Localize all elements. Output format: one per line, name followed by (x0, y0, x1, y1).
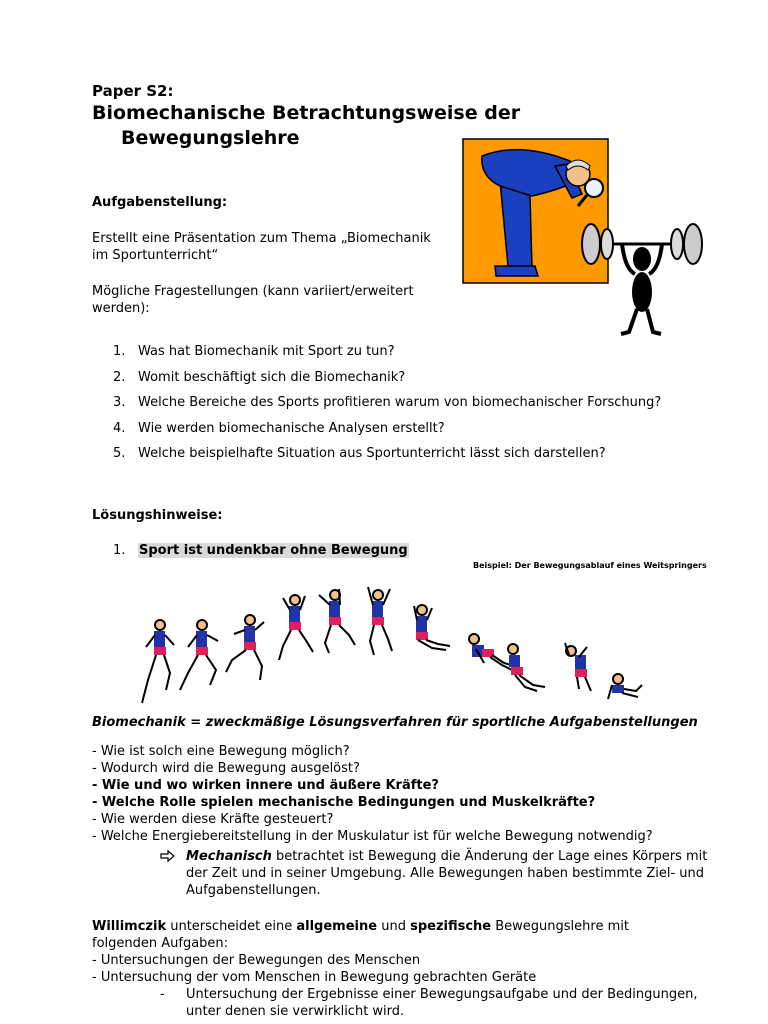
jumper-figure (414, 605, 450, 650)
page-title-line2: Bewegungslehre (121, 127, 300, 149)
questions-intro-line1: Mögliche Fragestellungen (kann variiert/erweitert (92, 284, 414, 299)
list-item (113, 420, 753, 446)
list-item (113, 445, 753, 471)
list-text: Was hat Biomechanik mit Sport zu tun? (138, 344, 395, 359)
solutions-heading: Lösungshinweise: (92, 508, 223, 523)
weightlifter-illustration (577, 214, 707, 339)
jumper-figure (142, 620, 174, 703)
willimczik-and: und (377, 919, 411, 934)
long-jump-sequence (130, 585, 660, 710)
jumper-figure (279, 595, 313, 660)
solution-question: - Wie ist solch eine Bewegung möglich? (92, 744, 350, 759)
list-text: Welche Bereiche des Sports profitieren warum von biomechanischer Forschung? (138, 395, 662, 410)
willimczik-text-b: Bewegungslehre mit (491, 919, 629, 934)
jumper-figure (368, 587, 392, 655)
mechanics-line1 (186, 848, 707, 865)
solution-item-number: 1. (113, 543, 126, 558)
jumper-figure (319, 589, 355, 653)
task-intro-line1: Erstellt eine Präsentation zum Thema „Biomechanik (92, 231, 431, 246)
jumper-figure (180, 620, 218, 690)
task-heading: Aufgabenstellung: (92, 195, 228, 210)
willimczik-sub-dash: - (160, 987, 165, 1002)
mechanics-line2: der Zeit und in seiner Umgebung. Alle Bewegungen haben bestimmte Ziel- und (186, 866, 705, 881)
list-text: Welche beispielhafte Situation aus Sportunterricht lässt sich darstellen? (138, 446, 606, 461)
list-number: 4. (113, 420, 126, 436)
list-number: 5. (113, 446, 126, 461)
solution-question: - Welche Rolle spielen mechanische Bedingungen und Muskelkräfte? (92, 795, 596, 810)
list-item (113, 369, 753, 395)
paper-label: Paper S2: (92, 82, 174, 100)
solution-item-1-text: Sport ist undenkbar ohne Bewegung (139, 543, 408, 558)
willimczik-sub-line2: unter denen sie verwirklicht wird. (186, 1004, 405, 1019)
solution-item-1 (138, 542, 409, 559)
list-text: Wie werden biomechanische Analysen erstellt? (138, 420, 445, 436)
list-number: 1. (113, 344, 126, 359)
mechanics-text: betrachtet ist Bewegung die Änderung der Lage eines Körpers mit (271, 849, 708, 864)
mechanics-term: Mechanisch (186, 849, 272, 864)
list-item (113, 343, 753, 369)
list-item (113, 394, 753, 420)
willimczik-specific: spezifische (410, 919, 492, 934)
willimczik-general: allgemeine (296, 919, 378, 934)
solution-question: - Wodurch wird die Bewegung ausgelöst? (92, 761, 360, 776)
arrow-right-icon (160, 850, 176, 862)
mechanics-line3: Aufgabenstellungen. (186, 883, 321, 898)
page-title-line1: Biomechanische Betrachtungsweise der (92, 102, 521, 124)
list-number: 3. (113, 395, 126, 410)
jumper-figure (608, 674, 642, 699)
willimczik-line1 (92, 918, 629, 935)
solution-question: - Wie werden diese Kräfte gesteuert? (92, 812, 334, 827)
willimczik-sub-line1: Untersuchung der Ergebnisse einer Bewegungsaufgabe und der Bedingungen, (186, 987, 698, 1002)
willimczik-line2: folgenden Aufgaben: (92, 936, 229, 951)
jumper-figure (565, 643, 591, 691)
task-intro-line2: im Sportunterricht“ (92, 248, 219, 263)
questions-intro-line2: werden): (92, 301, 150, 316)
solution-question: - Welche Energiebereitstellung in der Muskulatur ist für welche Bewegung notwendig? (92, 829, 653, 844)
jumper-figure (226, 615, 264, 680)
list-number: 2. (113, 369, 126, 385)
biomechanics-definition: Biomechanik = zweckmäßige Lösungsverfahren für sportliche Aufgabenstellungen (92, 715, 698, 730)
willimczik-task: - Untersuchung der vom Menschen in Bewegung gebrachten Geräte (92, 970, 537, 985)
willimczik-task: - Untersuchungen der Bewegungen des Menschen (92, 953, 421, 968)
willimczik-text-a: unterscheidet eine (166, 919, 297, 934)
jumper-figure (508, 644, 545, 691)
figure-caption: Beispiel: Der Bewegungsablauf eines Weitspringers (473, 561, 707, 570)
willimczik-name: Willimczik (92, 919, 167, 934)
list-text: Womit beschäftigt sich die Biomechanik? (138, 369, 406, 385)
question-list (113, 343, 753, 471)
solution-question: - Wie und wo wirken innere und äußere Kräfte? (92, 778, 439, 793)
